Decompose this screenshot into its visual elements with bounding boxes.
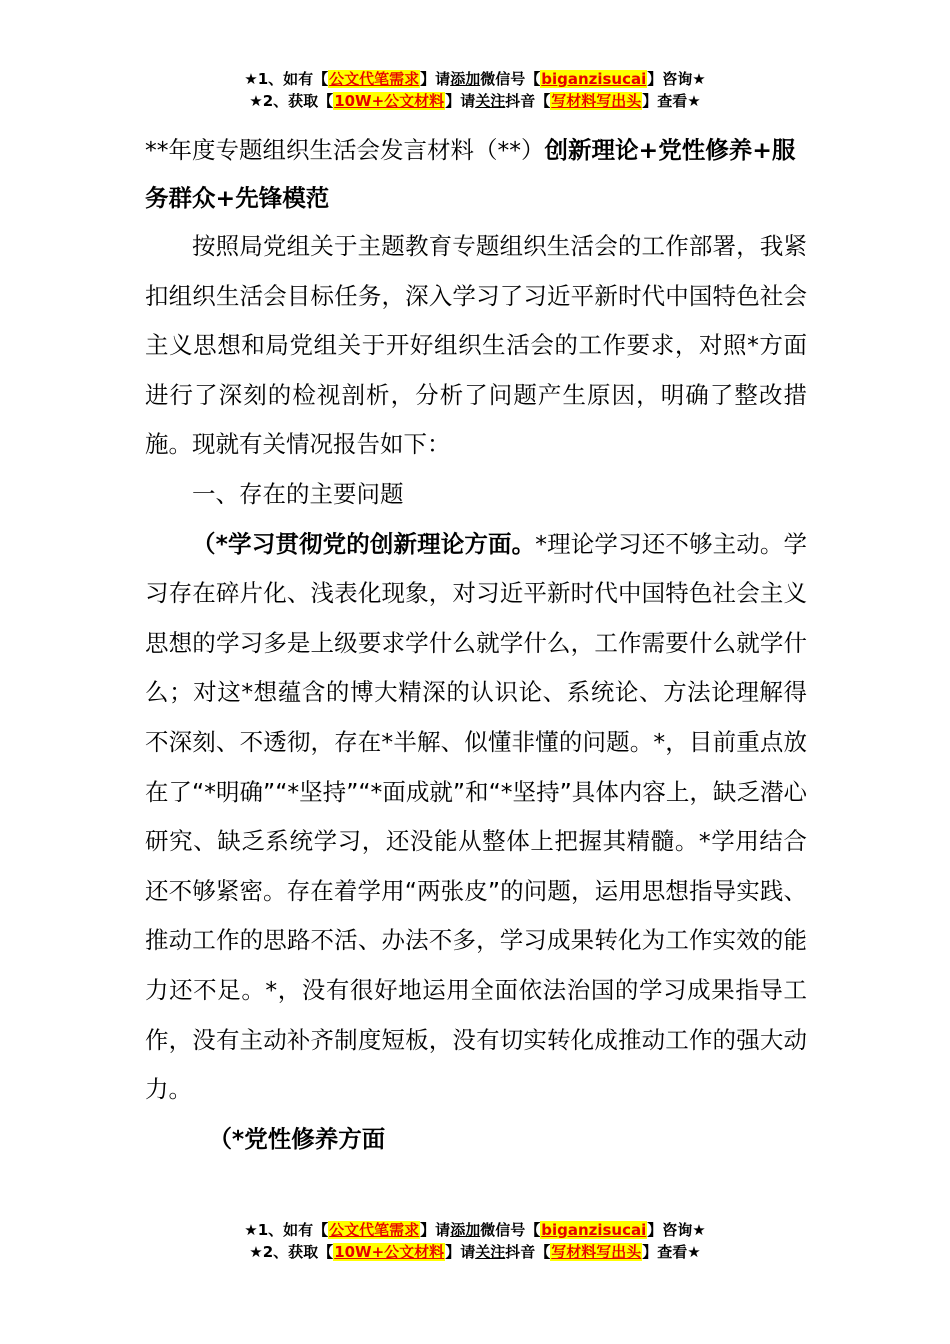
promo-text: 】请 [445,92,476,110]
promo-text: 】咨询★ [647,70,706,88]
promo-text: ★2、获取【 [249,92,334,110]
promo-line-2 [0,1241,950,1263]
promo-text: ★2、获取【 [249,1243,334,1261]
promo-underline: 关注 [475,1243,506,1261]
subsection-heading: （*党性修养方面 [208,1124,386,1153]
subsection-body: *理论学习还不够主动。学习存在碎片化、浅表化现象，对习近平新时代中国特色社会主义思想的学习多是上级要求学什么就学什么，工作需要什么就学什么；对这*想蕴含的博大精深的认识论、系统论、方法论理解得不深刻、不透彻，存在*半解、似懂非懂的问题。*，目前重点放在了“*明确”“*坚持”“*面成就”和“*坚持”具体内容上，缺乏潜心研究、缺乏系统学习，还没能从整体上把握其精髓。*学用结合还不够紧密。存在着学用“两张皮”的问题，运用思想指导实践、推动工作的思路不活、办法不多，学习成果转化为工作实效的能力还不足。*，没有很好地运用全面依法治国的学习成果指导工作，没有主动补齐制度短板，没有切实转化成推动工作的强大动力。 [145,529,807,1104]
promo-underline: 关注 [475,92,506,110]
subsection-title: （*学习贯彻党的创新理论方面。 [192,529,536,558]
promo-text: 】请 [420,1221,451,1239]
promo-highlight: 公文代笔需求 [329,1221,420,1239]
promo-highlight: 写材料写出头 [551,1243,642,1261]
promo-text: 微信号【 [480,1221,541,1239]
title-normal-part: **年度专题组织生活会发言材料（**） [145,136,545,164]
intro-paragraph: 按照局党组关于主题教育专题组织生活会的工作部署，我紧扣组织生活会目标任务，深入学习了习近平新时代中国特色社会主义思想和局党组关于开好组织生活会的工作要求，对照*方面进行了深刻的检视剖析，分析了问题产生原因，明确了整改措施。现就有关情况报告如下： [145,232,807,459]
promo-text: 】查看★ [642,1243,701,1261]
promo-line-1 [0,1219,950,1241]
promo-highlight: 写材料写出头 [551,92,642,110]
subsection-paragraph [145,520,807,1115]
title-bold-part: 创新理论+党性修养+服务群众+先锋模范 [145,136,796,212]
promo-highlight: 10W+公文材料 [334,1243,445,1261]
promo-text: 】咨询★ [647,1221,706,1239]
promo-underline: 添加 [450,70,481,88]
promo-highlight: biganzisucai [541,1221,647,1239]
promo-text: 抖音【 [505,92,551,110]
promo-text: 】请 [420,70,451,88]
document-title [145,126,807,222]
promo-text: 微信号【 [480,70,541,88]
section-heading: 一、存在的主要问题 [192,479,404,508]
promo-text: 】查看★ [642,92,701,110]
promo-highlight: 公文代笔需求 [329,70,420,88]
promo-line-2 [0,90,950,112]
promo-highlight: biganzisucai [541,70,647,88]
promo-text: 抖音【 [505,1243,551,1261]
promo-text: ★1、如有【 [244,1221,329,1239]
promo-highlight: 10W+公文材料 [334,92,445,110]
promo-line-1 [0,68,950,90]
document-body [145,126,807,1164]
promo-notice-bottom [0,1219,950,1263]
promo-underline: 添加 [450,1221,481,1239]
promo-text: 】请 [445,1243,476,1261]
promo-notice-top [0,68,950,112]
promo-text: ★1、如有【 [244,70,329,88]
